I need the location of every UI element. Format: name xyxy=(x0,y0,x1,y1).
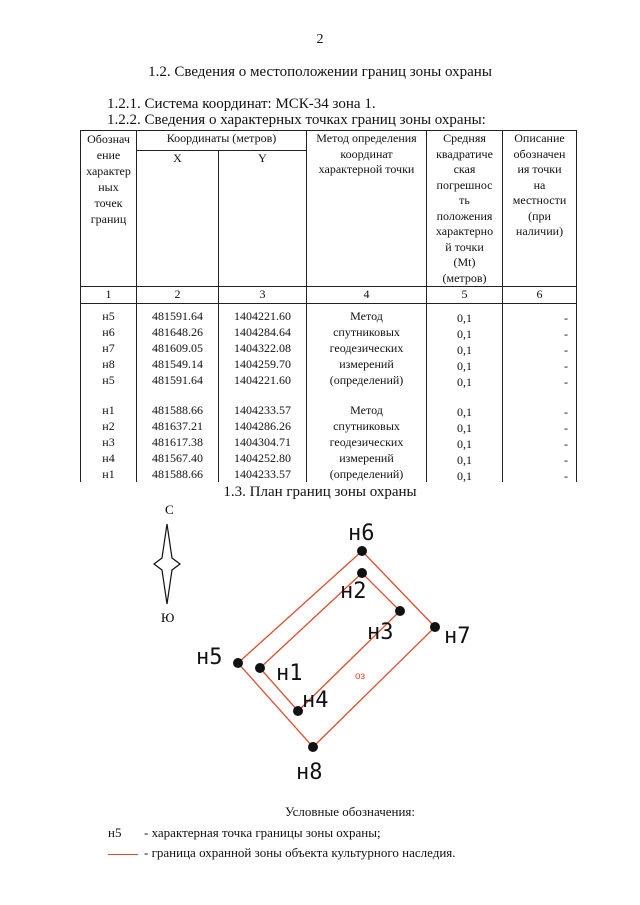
table-cell-point: н7 xyxy=(102,340,115,355)
header-line: обозначен xyxy=(513,146,566,161)
header-line: точек xyxy=(94,196,123,210)
table-cell-desc: - xyxy=(564,436,568,451)
header-line: ение xyxy=(96,148,121,162)
header-line: й точки xyxy=(445,239,484,254)
coordinate-system-line: 1.2.1. Система координат: МСК-34 зона 1. xyxy=(107,96,376,112)
column-numbers-row xyxy=(81,287,577,304)
header-line: границ xyxy=(90,212,127,226)
header-coordinates-group: Координаты (метров) xyxy=(137,131,307,151)
table-data-body xyxy=(81,303,577,482)
method-line: (определений) xyxy=(329,466,404,481)
table-cell-x: 481648.26 xyxy=(152,324,203,339)
table-cell-y: 1404286.26 xyxy=(234,418,291,433)
table-cell-acc: 0,1 xyxy=(457,404,472,419)
col-number: 6 xyxy=(503,287,577,304)
header-point-designation xyxy=(81,131,137,287)
table-cell-y: 1404233.57 xyxy=(234,402,291,417)
table-cell-desc: - xyxy=(564,358,568,373)
method-line: геодезических xyxy=(329,340,404,355)
header-line: характерно xyxy=(435,224,494,238)
page-number: 2 xyxy=(316,32,324,47)
table-cell-point: н2 xyxy=(102,418,115,433)
header-x: X xyxy=(137,151,219,287)
header-line: характер xyxy=(86,164,131,178)
header-line: Описание xyxy=(514,131,565,145)
coordinates-table xyxy=(80,130,577,482)
method-column xyxy=(307,303,427,482)
table-cell-acc: 0,1 xyxy=(457,468,472,483)
y-column xyxy=(219,303,307,482)
table-cell-desc: - xyxy=(564,310,568,325)
table-cell-desc: - xyxy=(564,342,568,357)
table-cell-acc: 0,1 xyxy=(457,326,472,341)
header-method xyxy=(307,131,427,287)
table-cell-point: н3 xyxy=(102,434,115,449)
table-cell-x: 481609.05 xyxy=(152,340,203,355)
label-n7: н7 xyxy=(444,624,471,649)
header-line: характерной точки xyxy=(318,162,415,176)
table-cell-desc: - xyxy=(564,326,568,341)
label-n1: н1 xyxy=(276,661,303,686)
table-cell-point: н5 xyxy=(102,308,115,323)
table-cell-point: н6 xyxy=(102,324,115,339)
table-cell-acc: 0,1 xyxy=(457,342,472,357)
header-line: ская xyxy=(453,162,476,176)
point-n5-marker xyxy=(233,658,243,668)
header-line: Метод определения xyxy=(316,131,417,145)
header-line: положения xyxy=(436,208,493,223)
point-n6-marker xyxy=(357,546,367,556)
header-line: погрешнос xyxy=(436,177,493,192)
header-line: (метров) xyxy=(442,270,487,285)
table-cell-acc: 0,1 xyxy=(457,436,472,451)
header-line: наличии) xyxy=(515,224,564,238)
header-line: Обознач xyxy=(87,132,130,146)
table-cell-x: 481591.64 xyxy=(152,372,203,387)
accuracy-column xyxy=(427,303,503,482)
section-title-1-3: 1.3. План границ зоны охраны xyxy=(223,484,417,500)
outer-boundary-line xyxy=(238,551,435,747)
table-cell-x: 481567.40 xyxy=(152,450,203,465)
table-cell-y: 1404322.08 xyxy=(234,340,291,355)
table-cell-y: 1404221.60 xyxy=(234,372,291,387)
x-column xyxy=(137,303,219,482)
header-line: квадратиче xyxy=(436,146,493,161)
table-cell-acc: 0,1 xyxy=(457,452,472,467)
header-line: местности xyxy=(512,193,567,207)
col-number: 5 xyxy=(427,287,503,304)
table-cell-x: 481617.38 xyxy=(152,434,203,449)
header-line: ных xyxy=(98,180,119,194)
label-n6: н6 xyxy=(348,521,375,546)
table-cell-point: н1 xyxy=(102,402,115,417)
point-n2-marker xyxy=(357,568,367,578)
label-n3: н3 xyxy=(367,620,394,645)
section-title-1-2: 1.2. Сведения о местоположении границ зоны охраны xyxy=(148,64,492,80)
header-accuracy xyxy=(427,131,503,287)
table-cell-desc: - xyxy=(564,374,568,389)
point-n1-marker xyxy=(255,663,265,673)
table-cell-x: 481588.66 xyxy=(152,466,203,481)
points-info-line: 1.2.2. Сведения о характерных точках границ зоны охраны: xyxy=(107,112,486,128)
label-n2: н2 xyxy=(340,579,367,604)
table-cell-x: 481549.14 xyxy=(152,356,203,371)
legend-title: Условные обозначения: xyxy=(284,804,416,819)
compass-north-label: С xyxy=(165,502,174,517)
table-cell-acc: 0,1 xyxy=(457,420,472,435)
label-n5: н5 xyxy=(196,645,223,670)
table-cell-acc: 0,1 xyxy=(457,374,472,389)
legend-line-text: - граница охранной зоны объекта культурного наследия. xyxy=(144,845,456,860)
table-cell-x: 481591.64 xyxy=(152,308,203,323)
point-n8-marker xyxy=(308,742,318,752)
compass-icon xyxy=(154,524,180,604)
method-line: (определений) xyxy=(329,372,404,387)
legend-line-symbol xyxy=(108,854,138,855)
table-cell-y: 1404304.71 xyxy=(234,434,291,449)
header-line: (при xyxy=(528,208,551,223)
compass-south-label: Ю xyxy=(161,610,175,625)
boundary-plan xyxy=(0,500,640,800)
table-cell-desc: - xyxy=(564,404,568,419)
col-number: 1 xyxy=(81,287,137,304)
point-n3-marker xyxy=(395,606,405,616)
point-n7-marker xyxy=(430,622,440,632)
legend-point-symbol: н5 xyxy=(108,825,122,840)
table-cell-y: 1404252.80 xyxy=(234,450,291,465)
method-line: геодезических xyxy=(329,434,404,449)
header-line: ть xyxy=(459,193,470,207)
table-cell-y: 1404221.60 xyxy=(234,308,291,323)
label-n8: н8 xyxy=(296,760,323,785)
header-line: на xyxy=(533,177,546,192)
header-line: (Mt) xyxy=(453,255,476,269)
zone-label: оз xyxy=(355,671,366,682)
col-number: 3 xyxy=(219,287,307,304)
points-column xyxy=(81,303,137,482)
col-number: 4 xyxy=(307,287,427,304)
col-number: 2 xyxy=(137,287,219,304)
label-n4: н4 xyxy=(302,688,329,713)
header-y: Y xyxy=(219,151,307,287)
table-cell-point: н8 xyxy=(102,356,115,371)
table-cell-acc: 0,1 xyxy=(457,310,472,325)
method-line: измерений xyxy=(339,356,394,371)
table-cell-desc: - xyxy=(564,452,568,467)
table-cell-y: 1404259.70 xyxy=(234,356,291,371)
table-cell-y: 1404233.57 xyxy=(234,466,291,481)
method-line: спутниковых xyxy=(333,324,400,339)
header-col1-lines xyxy=(82,131,135,227)
table-cell-point: н5 xyxy=(102,372,115,387)
table-cell-desc: - xyxy=(564,420,568,435)
header-line: Средняя xyxy=(443,131,486,145)
table-cell-x: 481588.66 xyxy=(152,402,203,417)
method-line: Метод xyxy=(350,402,383,417)
legend-point-entry xyxy=(108,825,381,841)
table-cell-x: 481637.21 xyxy=(152,418,203,433)
header-description xyxy=(503,131,577,287)
description-column xyxy=(503,303,577,482)
method-line: Метод xyxy=(350,308,383,323)
legend-point-text: - характерная точка границы зоны охраны; xyxy=(144,825,381,840)
header-line: ия точки xyxy=(517,162,562,176)
table-cell-point: н1 xyxy=(102,466,115,481)
table-cell-point: н4 xyxy=(102,450,115,465)
table-cell-y: 1404284.64 xyxy=(234,324,291,339)
header-line: координат xyxy=(340,146,393,161)
method-line: измерений xyxy=(339,450,394,465)
table-cell-desc: - xyxy=(564,468,568,483)
table-cell-acc: 0,1 xyxy=(457,358,472,373)
legend-line-entry xyxy=(108,845,456,861)
method-line: спутниковых xyxy=(333,418,400,433)
